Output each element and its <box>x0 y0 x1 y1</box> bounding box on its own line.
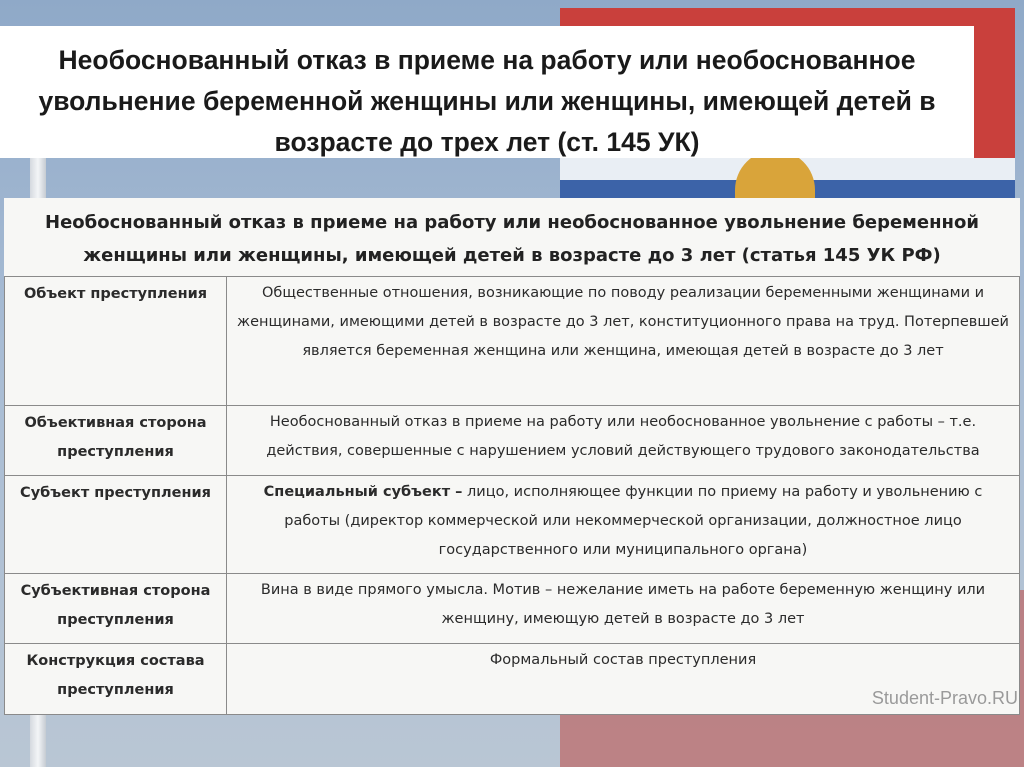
document-heading: Необоснованный отказ в приеме на работу или необоснованное увольнение беременной женщины или женщины, имеющей детей в возрасте до 3 лет (статья 145 УК РФ) <box>45 212 979 266</box>
row-label: Конструкция состава преступления <box>5 644 227 715</box>
row-label: Объективная сторона преступления <box>5 406 227 476</box>
table-row <box>5 277 1020 406</box>
special-subject-term: Специальный субъект – <box>263 484 463 500</box>
slide-title-panel <box>0 26 974 158</box>
row-description: Формальный состав преступления <box>227 644 1020 715</box>
row-label: Субъект преступления <box>5 476 227 574</box>
crime-elements-table <box>4 276 1020 715</box>
watermark: Student-Pravo.RU <box>871 688 1018 708</box>
table-row <box>5 406 1020 476</box>
row-description: Необоснованный отказ в приеме на работу или необоснованное увольнение с работы – т.е. действия, совершенные с нарушением условий действующего трудового законодательства <box>227 406 1020 476</box>
row-label: Объект преступления <box>5 277 227 406</box>
document-image <box>4 198 1020 714</box>
row-label: Субъективная сторона преступления <box>5 574 227 644</box>
row-description: Вина в виде прямого умысла. Мотив – нежелание иметь на работе беременную женщину или женщину, имеющую детей в возрасте до 3 лет <box>227 574 1020 644</box>
table-row <box>5 644 1020 715</box>
table-row <box>5 574 1020 644</box>
row-description-text: лицо, исполняющее функции по приему на работу и увольнению с работы (директор коммерческой или некоммерческой организации, должностное лицо государственного или муниципального органа) <box>284 484 983 558</box>
table-row <box>5 476 1020 574</box>
row-description: Общественные отношения, возникающие по поводу реализации беременными женщинами и женщинами, имеющими детей в возрасте до 3 лет, конституционного права на труд. Потерпевшей является беременная женщина или женщина, имеющая детей в возрасте до 3 лет <box>227 277 1020 406</box>
slide-title: Необоснованный отказ в приеме на работу или необоснованное увольнение беременной женщины или женщины, имеющей детей в возрасте до трех лет (ст. 145 УК) <box>38 45 936 157</box>
row-description <box>227 476 1020 574</box>
